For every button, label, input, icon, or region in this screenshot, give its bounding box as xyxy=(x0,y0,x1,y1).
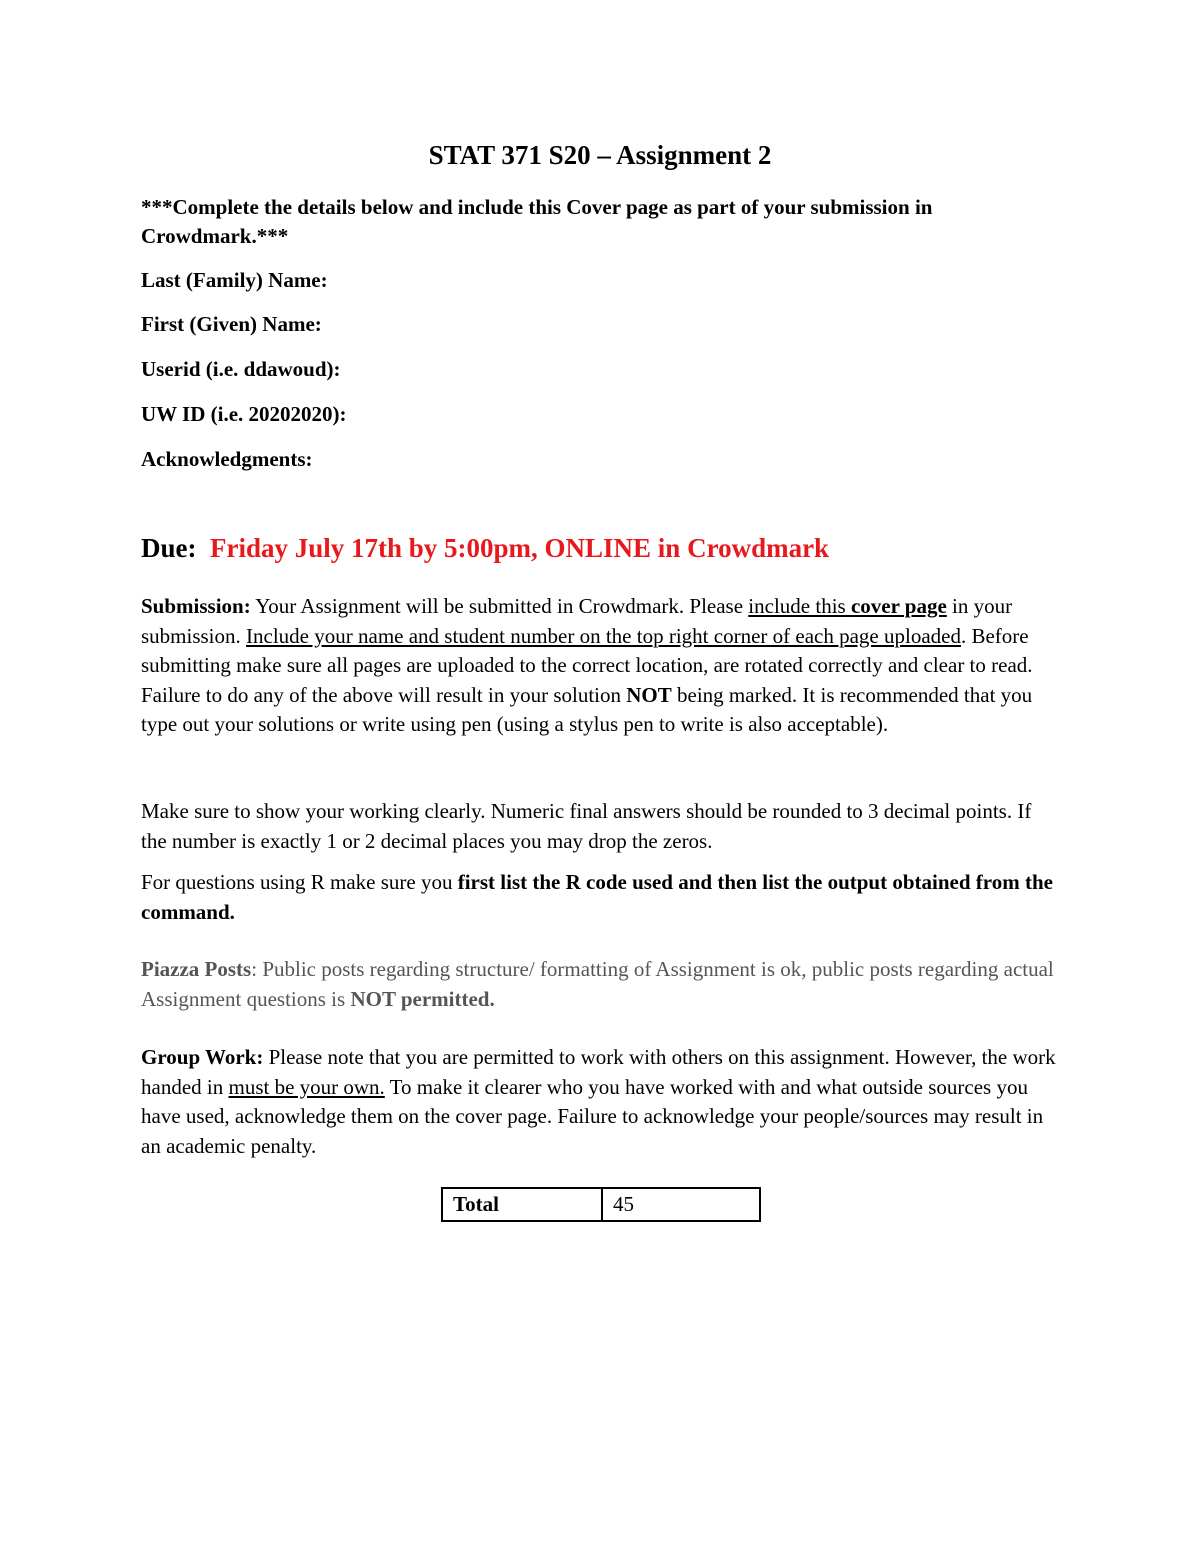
userid-field: Userid (i.e. ddawoud): xyxy=(141,357,341,381)
group-work-paragraph xyxy=(141,1043,1061,1161)
cover-page-emphasis: cover page xyxy=(850,594,947,618)
group-work-text-1: Please note that you are permitted to work with others on this assignment. However, the work handed in xyxy=(141,1045,1056,1099)
piazza-text: : Public posts regarding structure/ formatting of Assignment is ok, public posts regarding actual Assignment questions is xyxy=(141,957,1054,1011)
submission-underline-text: include this xyxy=(748,594,851,618)
uwid-field: UW ID (i.e. 20202020): xyxy=(141,402,347,426)
total-table xyxy=(441,1187,761,1222)
table-row xyxy=(442,1188,760,1221)
piazza-paragraph xyxy=(141,955,1061,1014)
submission-label: Submission: xyxy=(141,594,251,618)
r-questions-text: For questions using R make sure you xyxy=(141,870,458,894)
group-work-text-2: To make it clearer who you have worked with and what outside sources you have used, acknowledge them on the cover page. Failure to acknowledge your people/sources may result in an academic penalty. xyxy=(141,1074,1044,1158)
submission-text-1: Your Assignment will be submitted in Crowdmark. Please xyxy=(250,594,749,618)
submission-text-2: in your submission. xyxy=(141,594,1013,648)
acknowledgments-field: Acknowledgments: xyxy=(141,447,313,471)
due-label: Due: xyxy=(141,533,197,563)
not-emphasis: NOT xyxy=(626,682,672,707)
working-paragraph: Make sure to show your working clearly. Numeric final answers should be rounded to 3 decimal points. If the number is exactly 1 or 2 decimal places you may drop the zeros. xyxy=(141,799,1032,853)
submission-paragraph xyxy=(141,592,1061,740)
page-title: STAT 371 S20 – Assignment 2 xyxy=(428,140,772,170)
last-name-field: Last (Family) Name: xyxy=(141,268,328,292)
submission-text-4: being marked. It is recommended that you type out your solutions or write using pen (using a stylus pen to write is also acceptable). xyxy=(141,682,1033,736)
submission-underline-2: Include your name and student number on the top right corner of each page uploaded xyxy=(246,623,961,648)
r-questions-emphasis: first list the R code used and then list the output obtained from the command. xyxy=(141,870,1053,924)
group-work-underline: must be your own. xyxy=(228,1074,385,1099)
r-questions-paragraph xyxy=(141,868,1061,927)
group-work-label: Group Work: xyxy=(141,1045,264,1069)
due-value: Friday July 17th by 5:00pm, ONLINE in Crowdmark xyxy=(210,533,830,563)
total-value: 45 xyxy=(602,1188,760,1221)
piazza-emphasis: NOT permitted. xyxy=(350,986,495,1011)
submission-underline-1 xyxy=(748,594,947,618)
first-name-field: First (Given) Name: xyxy=(141,312,322,336)
total-label: Total xyxy=(442,1188,602,1221)
piazza-label: Piazza Posts xyxy=(141,957,252,981)
due-date xyxy=(141,533,829,564)
cover-instruction: ***Complete the details below and include this Cover page as part of your submission in Crowdmark.*** xyxy=(141,195,933,248)
submission-text-3: . Before submitting make sure all pages are uploaded to the correct location, are rotated correctly and clear to read. Failure to do any of the above will result in your solution xyxy=(141,623,1033,707)
